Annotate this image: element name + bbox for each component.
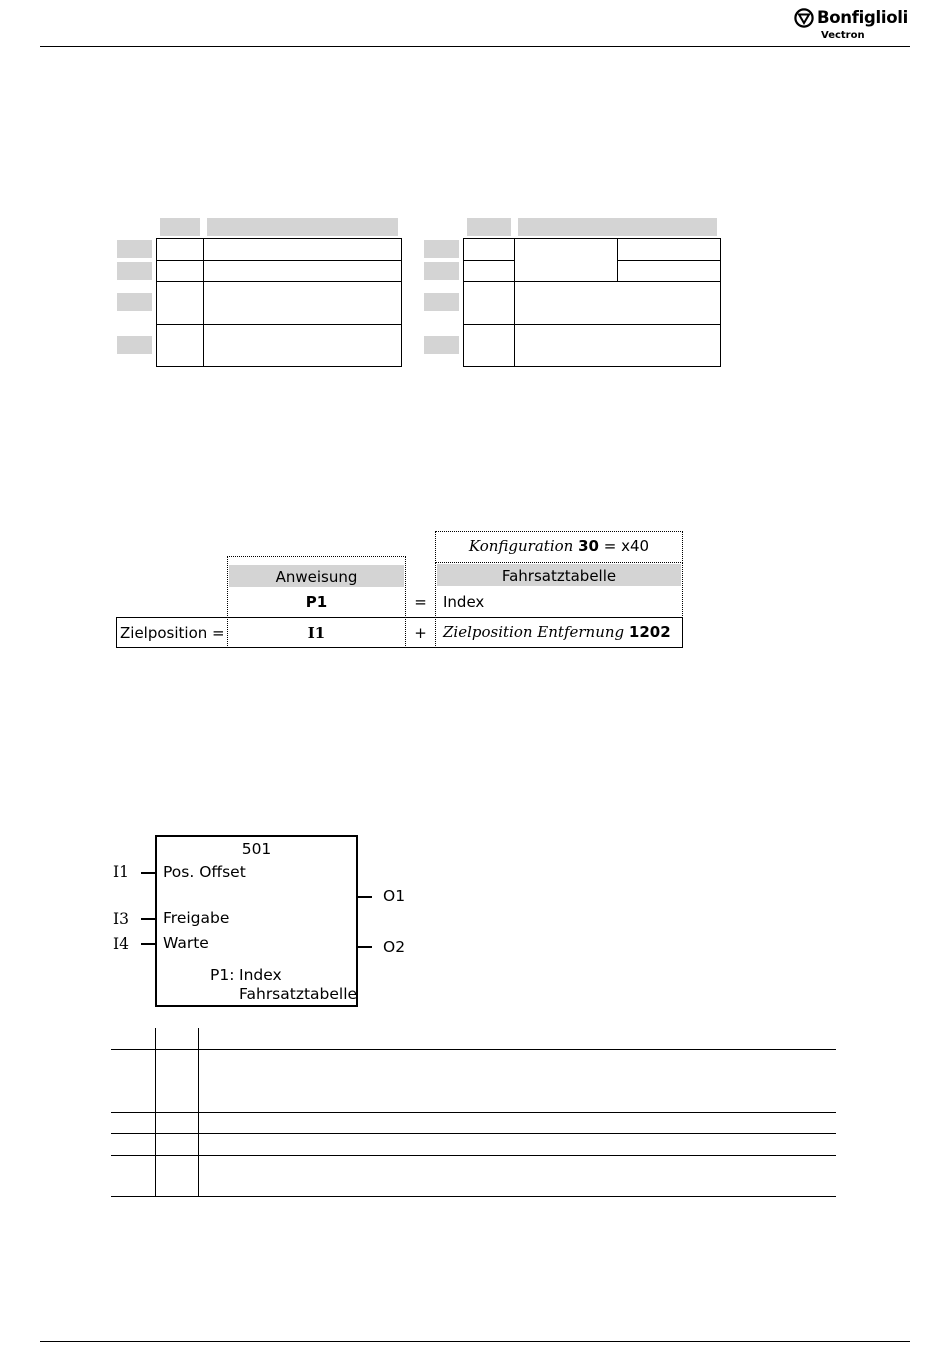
- row2-operator: +: [414, 624, 427, 642]
- row2-input: I1: [307, 624, 326, 642]
- param-prefix: P1:: [210, 966, 235, 984]
- output-pin-o2: O2: [383, 938, 406, 956]
- row1-operator: =: [414, 593, 427, 611]
- brand-name: Bonfiglioli: [817, 8, 908, 27]
- header-rule: [40, 46, 910, 47]
- input-pin-i4: I4: [113, 935, 129, 953]
- param-line2: Fahrsatztabelle: [239, 985, 358, 1003]
- row1-param: P1: [305, 593, 328, 611]
- configuration-text: [435, 536, 683, 556]
- row2-label: Zielposition =: [120, 624, 225, 642]
- configuration-number: 30: [578, 537, 599, 555]
- input-label-freigabe: Freigabe: [163, 909, 230, 927]
- block-number: 501: [241, 840, 272, 858]
- bonfiglioli-logo-icon: [794, 8, 814, 28]
- bonfiglioli-logo: [794, 8, 914, 44]
- row2-value-text: Zielposition Entfernung: [443, 623, 625, 641]
- row1-value: Index: [443, 593, 485, 611]
- input-pin-i1: I1: [113, 863, 129, 881]
- configuration-label: Konfiguration: [468, 537, 574, 555]
- table-header: Fahrsatztabelle: [501, 567, 617, 585]
- brand-subname: Vectron: [821, 30, 865, 41]
- input-label-warte: Warte: [163, 934, 209, 952]
- input-pin-i3: I3: [113, 910, 129, 928]
- row2-value: [443, 622, 671, 642]
- input-label-pos-offset: Pos. Offset: [163, 863, 246, 881]
- footer-rule: [40, 1341, 910, 1342]
- param-line1: Index: [239, 966, 282, 984]
- instruction-header: Anweisung: [275, 568, 358, 586]
- output-pin-o1: O1: [383, 887, 406, 905]
- row2-value-number: 1202: [628, 623, 671, 641]
- configuration-value: = x40: [603, 537, 650, 555]
